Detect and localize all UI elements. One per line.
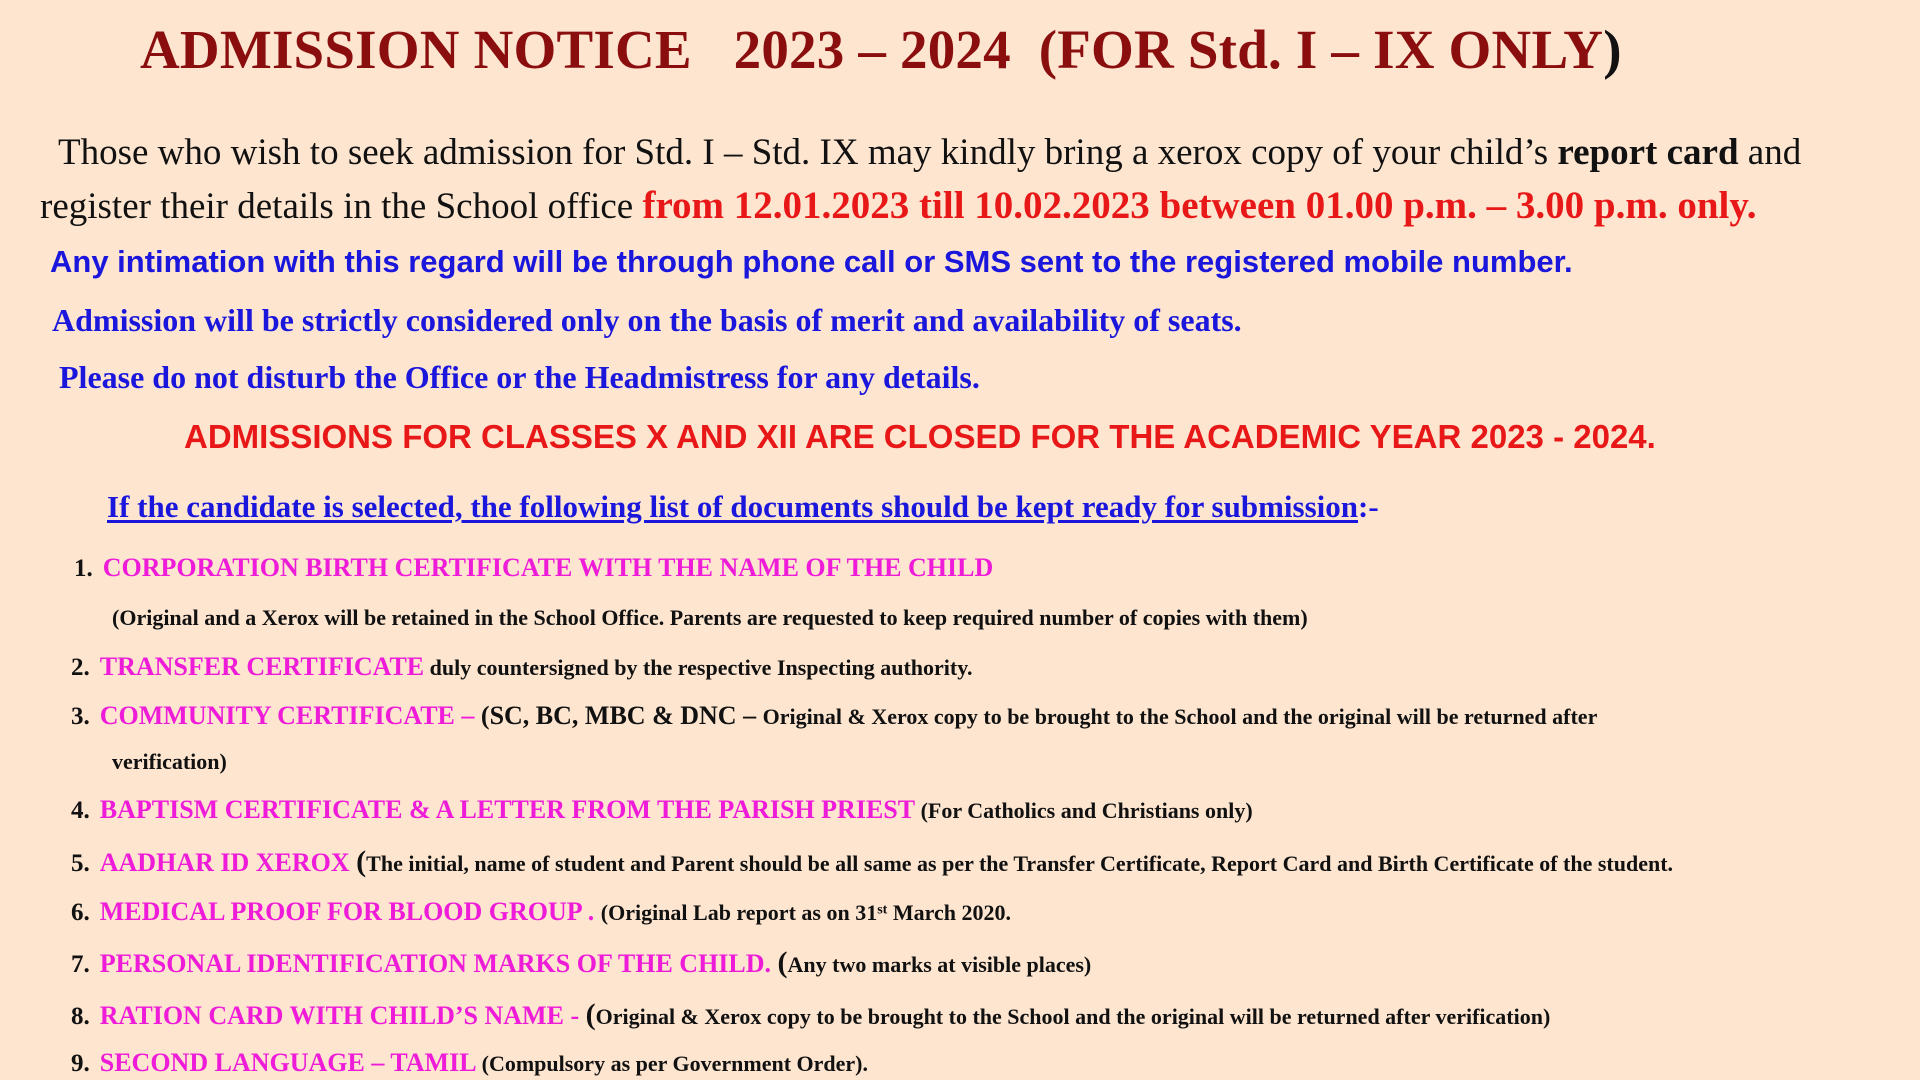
item-note: (Original Lab report as on 31 (600, 900, 878, 925)
intro-paragraph (40, 126, 1900, 233)
merit-line: Admission will be strictly considered only on the basis of merit and availability of seats. (52, 302, 1242, 338)
item-open-paren: ( (777, 946, 788, 979)
registration-dates: from 12.01.2023 till 10.02.2023 between 01.00 p.m. – 3.00 p.m. only. (642, 184, 1757, 227)
list-item-continuation: (Original and a Xerox will be retained in the School Office. Parents are requested to keep required number of copies with them) (112, 605, 1308, 630)
intimation-line: Any intimation with this regard will be through phone call or SMS sent to the registered mobile number. (50, 244, 1573, 279)
list-item (71, 652, 973, 682)
item-title: BAPTISM CERTIFICATE & A LETTER FROM THE PARISH PRIEST (99, 795, 916, 824)
item-note: duly countersigned by the respective Inspecting authority. (424, 655, 973, 680)
item-open-paren: ( (356, 845, 367, 878)
list-item (71, 1048, 868, 1078)
list-item (74, 553, 993, 583)
item-note: Any two marks at visible places) (787, 952, 1092, 977)
item-number: 2. (71, 654, 90, 681)
item-number: 3. (71, 703, 90, 730)
item-note: (For Catholics and Christians only) (915, 798, 1253, 823)
item-title: RATION CARD WITH CHILD’S NAME - (99, 1001, 586, 1030)
list-item (71, 701, 1597, 731)
title-close-paren: ) (1603, 19, 1622, 80)
do-not-disturb-line: Please do not disturb the Office or the Headmistress for any details. (59, 359, 980, 395)
item-title: CORPORATION BIRTH CERTIFICATE WITH THE NAME OF THE CHILD (102, 553, 994, 582)
item-note: (Compulsory as per Government Order). (481, 1051, 868, 1076)
list-item (71, 946, 1091, 980)
item-note-after: March 2020. (887, 900, 1011, 925)
item-number: 8. (71, 1003, 90, 1030)
item-title: PERSONAL IDENTIFICATION MARKS OF THE CHILD. (99, 949, 778, 978)
list-item (71, 845, 1673, 879)
item-title: AADHAR ID XEROX (99, 848, 357, 877)
item-number: 9. (71, 1050, 90, 1077)
item-number: 7. (71, 951, 90, 978)
item-number: 6. (71, 899, 90, 926)
item-title: SECOND LANGUAGE – TAMIL (99, 1048, 482, 1077)
list-item (71, 998, 1550, 1032)
item-title: TRANSFER CERTIFICATE (99, 652, 425, 681)
item-superscript: st (877, 902, 888, 918)
item-number: 5. (71, 850, 90, 877)
intro-text-2: and register their details in the School office (40, 132, 1802, 227)
item-note: Original & Xerox copy to be brought to the School and the original will be returned after (762, 704, 1598, 729)
item-title: COMMUNITY CERTIFICATE – (99, 701, 481, 730)
intro-bold-report-card: report card (1557, 132, 1739, 173)
admissions-closed-line: ADMISSIONS FOR CLASSES X AND XII ARE CLOSED FOR THE ACADEMIC YEAR 2023 - 2024. (184, 418, 1656, 455)
item-note: The initial, name of student and Parent should be all same as per the Transfer Certificate, Report Card and Birth Certificate of the student. (366, 851, 1674, 876)
page-title (140, 18, 1622, 81)
list-item-continuation: verification) (112, 749, 227, 774)
documents-heading-text: If the candidate is selected, the following list of documents should be kept ready for submission (107, 489, 1358, 524)
documents-heading-suffix: :- (1358, 489, 1379, 524)
item-number: 4. (71, 797, 90, 824)
item-note: Original & Xerox copy to be brought to the School and the original will be returned after verification) (595, 1004, 1551, 1029)
item-communities: (SC, BC, MBC & DNC – (480, 701, 763, 730)
intro-text-1: Those who wish to seek admission for Std. I – Std. IX may kindly bring a xerox copy of your child’s (58, 132, 1558, 173)
list-item (71, 795, 1253, 825)
documents-heading (107, 489, 1379, 525)
item-number: 1. (74, 555, 93, 582)
item-open-paren: ( (585, 998, 596, 1031)
list-item (71, 897, 1011, 927)
item-title: MEDICAL PROOF FOR BLOOD GROUP . (99, 897, 601, 926)
title-main: ADMISSION NOTICE 2023 – 2024 (FOR Std. I – IX ONLY (140, 19, 1604, 80)
